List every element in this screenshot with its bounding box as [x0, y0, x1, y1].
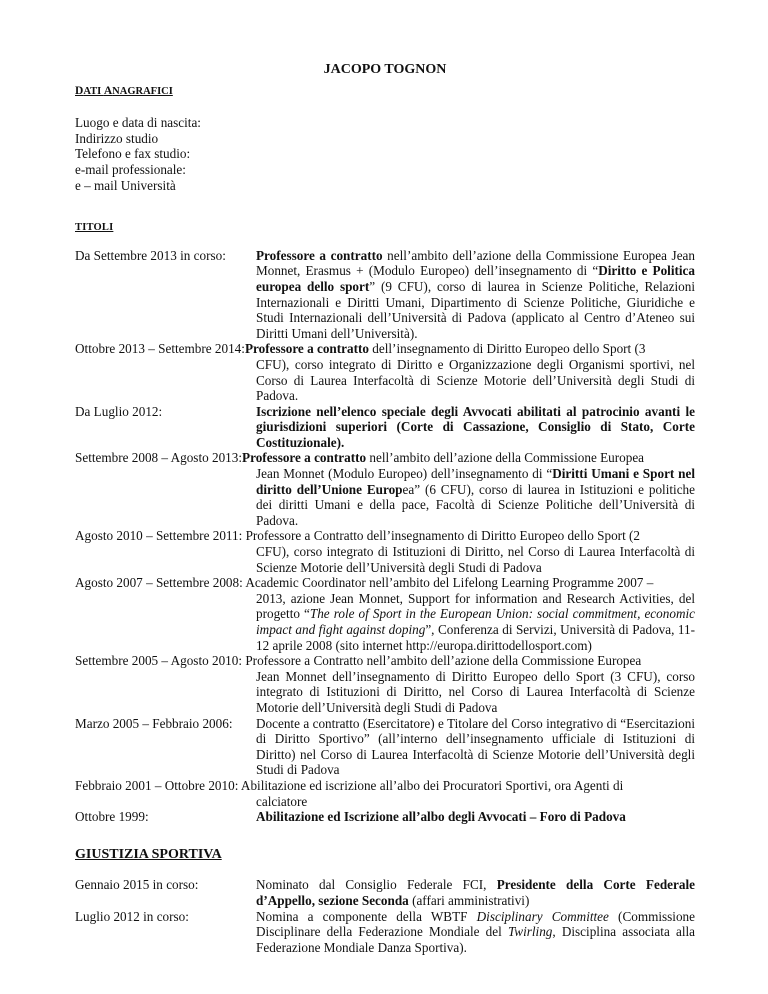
entry-date: Ottobre 2013 – Settembre 2014:: [75, 341, 245, 357]
entry-text: [256, 404, 695, 451]
entry-span: Professore a Contratto nell’ambito dell’azione della Commissione Europea: [242, 653, 642, 669]
personal-data-label: Indirizzo studio: [75, 130, 159, 146]
entry-span: Abilitazione ed iscrizione all’albo dei Procuratori Sportivi, ora Agenti di: [238, 777, 624, 793]
entry-span: ” (9 CFU), corso di laurea in Scienze Politiche, Relazioni Internazionali e Diritti Umani, Dipartimento di Scienze Politiche, Giuridiche e Studi Internazionali dell’Università di Padova (applicato al Centro d’Ateneo sui Diritti Umani dell’Università).: [256, 278, 695, 341]
entry-date: Settembre 2005 – Agosto 2010:: [75, 653, 243, 669]
heading-letter: D: [75, 84, 84, 97]
cv-page: [75, 62, 695, 955]
entry-span: Nomina a componente della WBTF: [256, 908, 477, 924]
entry-span: Academic Coordinator nell’ambito del Lifelong Learning Programme 2007 –: [242, 575, 654, 591]
titoli-entry: [75, 248, 695, 342]
entry-text: Jean Monnet dell’insegnamento di Diritto Europeo dello Sport (3 CFU), corso integrato di Istituzioni di Diritto, nel Corso di Laurea Interfacoltà di Scienze Motorie dell’Università degli Studi di Padova: [256, 668, 695, 715]
entry-date: Agosto 2007 – Settembre 2008:: [75, 575, 243, 591]
entry-span: (affari amministrativi): [408, 892, 530, 908]
giustizia-entry: [75, 909, 695, 956]
cv-name: JACOPO TOGNON: [323, 62, 447, 77]
entry-date: Gennaio 2015 in corso:: [75, 877, 199, 893]
titoli-entry: [75, 404, 695, 451]
entry-text: CFU), corso integrato di Istituzioni di Diritto, nel Corso di Laurea Interfacoltà di Scienze Motorie dell’Università degli Studi di Padova: [256, 544, 695, 575]
entry-date: Settembre 2008 – Agosto 2013:: [75, 450, 243, 466]
personal-data-list: [75, 115, 695, 193]
section-heading-dati-anagrafici: [75, 84, 695, 100]
entry-span: Jean Monnet (Modulo Europeo) dell’insegnamento di “: [256, 466, 553, 482]
entry-date: Da Luglio 2012:: [75, 403, 163, 419]
titoli-entry: [75, 809, 695, 825]
entry-bold: Presidente della Corte Federale d’Appello, sezione Seconda: [256, 877, 695, 908]
entry-span: ea” (6 CFU), corso di laurea in Istituzioni e politiche dei diritti Umani e della pace, Facoltà di Scienze Politiche dell’Università di Padova.: [256, 481, 695, 528]
entry-italic: Disciplinary Committee: [476, 908, 609, 924]
entry-span: nell’ambito dell’azione della Commissione Europea: [366, 450, 645, 466]
entry-first-line: [75, 778, 695, 794]
heading-letter: A: [103, 84, 113, 97]
giustizia-list: [75, 877, 695, 955]
entry-date: Da Settembre 2013 in corso:: [75, 247, 226, 263]
heading-text: NAGRAFICI: [112, 85, 173, 97]
titoli-entry: [75, 778, 695, 809]
section-heading-titoli: TITOLI: [75, 222, 114, 234]
entry-text: Docente a contratto (Esercitatore) e Titolare del Corso integrativo di “Esercitazioni di Diritto Sportivo” (all’interno dell’insegnamento ufficiale di Istituzioni di Diritto) nel Corso di Laurea Interfacoltà di Scienze Motorie dell’Università degli Studi di Padova: [256, 715, 695, 778]
entry-date: Febbraio 2001 – Ottobre 2010:: [75, 777, 239, 793]
personal-data-label: Telefono e fax studio:: [75, 146, 191, 162]
entry-span: Professore a Contratto dell’insegnamento di Diritto Europeo dello Sport (2: [242, 528, 641, 544]
entry-italic: The role of Sport in the European Union: social commitment, economic impact and fight against doping: [256, 606, 695, 637]
entry-span: 2013, azione Jean Monnet, Support for information and Research Activities, del progetto “: [256, 590, 695, 622]
entry-span: , Disciplina associata alla Federazione Mondiale Danza Sportiva).: [256, 924, 695, 955]
entry-first-line: [75, 653, 695, 669]
entry-bold: Diritti Umani e Sport nel diritto dell’Unione Europ: [256, 466, 695, 497]
entry-text: [256, 248, 695, 342]
entry-first-line: [75, 528, 695, 544]
section-heading-giustizia-sportiva: GIUSTIZIA SPORTIVA: [75, 846, 222, 862]
entry-bold: Iscrizione nell’elenco speciale degli Avvocati abilitati al patrocinio avanti le giurisdizioni superiori (Corte di Cassazione, Consiglio di Stato, Corte Costituzionale).: [256, 403, 695, 450]
entry-bold: Professore a contratto: [256, 247, 383, 263]
entry-text: [256, 591, 695, 653]
giustizia-entry: [75, 877, 695, 908]
titoli-entry: [75, 653, 695, 715]
entry-text: calciatore: [256, 793, 308, 809]
heading-text: ATI: [83, 85, 104, 97]
entry-bold: Professore a contratto: [242, 450, 367, 466]
entry-bold: Professore a contratto: [244, 341, 369, 357]
entry-text: [256, 877, 695, 908]
entry-first-line: [75, 575, 695, 591]
entry-italic: Twirling: [507, 924, 553, 940]
titoli-entry: [75, 716, 695, 778]
personal-data-label: e – mail Università: [75, 177, 176, 193]
titoli-entry: [75, 528, 695, 575]
entry-date: Agosto 2010 – Settembre 2011:: [75, 528, 243, 544]
entry-date: Marzo 2005 – Febbraio 2006:: [75, 715, 233, 731]
entry-span: nell’ambito dell’azione della Commissione Europea Jean Monnet, Erasmus + (Modulo Europeo) dell’insegnamento di “: [256, 247, 695, 279]
personal-data-label: Luogo e data di nascita:: [75, 115, 201, 131]
entry-first-line: [75, 341, 695, 357]
entry-span: dell’insegnamento di Diritto Europeo dello Sport (3: [368, 341, 646, 357]
entry-text: [256, 809, 695, 825]
titoli-entry: [75, 575, 695, 653]
entry-bold: Abilitazione ed Iscrizione all’albo degli Avvocati – Foro di Padova: [256, 809, 626, 825]
entry-date: Ottobre 1999:: [75, 809, 149, 825]
personal-data-label: e-mail professionale:: [75, 161, 186, 177]
titoli-entry: [75, 341, 695, 403]
titoli-entry: [75, 450, 695, 528]
entry-span: ”, Conferenza di Servizi, Università di Padova, 11-12 aprile 2008 (sito internet http://europa.dirittodellosport.com): [256, 622, 696, 653]
entry-span: (Commissione Disciplinare della Federazione Mondiale del: [256, 908, 695, 940]
entry-date: Luglio 2012 in corso:: [75, 908, 189, 924]
titoli-list: [75, 248, 695, 825]
entry-span: Nominato dal Consiglio Federale FCI,: [256, 877, 497, 893]
entry-text: [256, 909, 695, 956]
entry-text: CFU), corso integrato di Diritto e Organizzazione degli Organismi sportivi, nel Corso di Laurea Interfacoltà di Scienze Motorie dell’Università degli Studi di Padova.: [256, 356, 695, 404]
entry-text: [256, 466, 695, 528]
entry-first-line: [75, 450, 695, 466]
entry-bold: Diritto e Politica europea dello sport: [256, 263, 696, 294]
